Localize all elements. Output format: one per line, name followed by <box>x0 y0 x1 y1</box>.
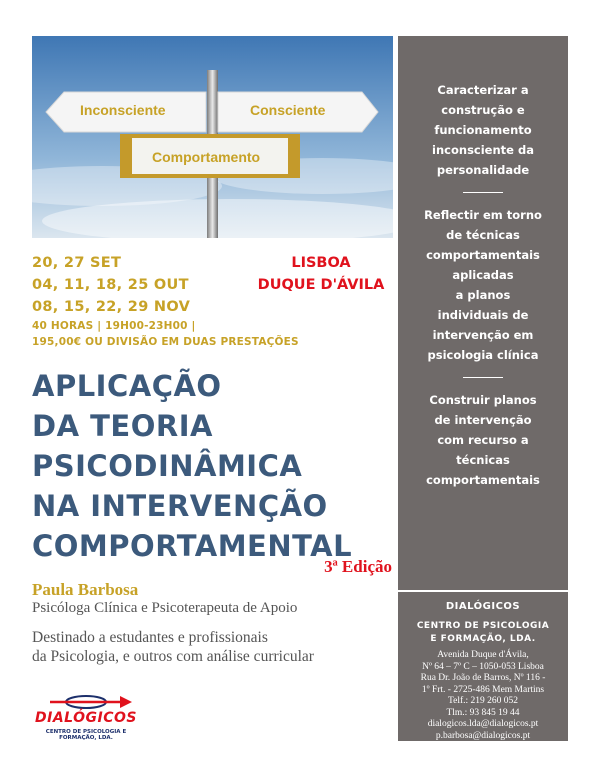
logo-arrow-icon <box>32 692 140 712</box>
hours-info: 40 HORAS | 19H00-23H00 | <box>32 320 196 332</box>
organizer-full-name: E FORMAÇÃO, LDA. <box>430 634 536 644</box>
objectives-panel <box>398 36 568 590</box>
header-photo <box>32 36 393 238</box>
dates-september: 20, 27 SET <box>32 255 122 271</box>
course-title-line: APLICAÇÃO <box>32 369 222 403</box>
organizer-address: Nº 64 – 7º C – 1050-053 Lisboa <box>422 661 544 672</box>
trainer-role: Psicóloga Clínica e Psicoterapeuta de Apoio <box>32 600 298 616</box>
organizer-address: 1º Frt. - 2725-486 Mem Martins <box>421 684 545 695</box>
trainer-email[interactable]: p.barbosa@dialogicos.pt <box>435 730 531 741</box>
course-title-line: NA INTERVENÇÃO <box>32 489 328 523</box>
course-title-line: DA TEORIA <box>32 409 213 443</box>
course-title <box>32 366 352 566</box>
location-venue: DUQUE D'ÁVILA <box>257 277 385 293</box>
organizer-name: DIALÓGICOS <box>445 601 521 612</box>
dates-november: 08, 15, 22, 29 NOV <box>32 299 191 315</box>
organizer-address: Avenida Duque d'Ávila, <box>437 650 529 660</box>
course-title-line: PSICODINÂMICA <box>32 449 303 483</box>
objective-separator <box>463 192 503 193</box>
organizer-mobile: Tlm.: 93 845 19 44 <box>446 707 520 718</box>
trainer-name: Paula Barbosa <box>32 580 139 599</box>
organizer-contact <box>398 592 568 741</box>
audience-line: Destinado a estudantes e profissionais <box>32 629 268 646</box>
logo-tagline: CENTRO DE PSICOLOGIA E FORMAÇÃO, LDA. <box>45 729 127 741</box>
organizer-full-name: CENTRO DE PSICOLOGIA <box>416 621 550 631</box>
sign-label-inconsciente: Inconsciente <box>80 102 166 118</box>
location-city: LISBOA <box>291 255 351 271</box>
course-title-line: COMPORTAMENTAL <box>32 529 353 563</box>
objective-3: Construir planos de intervenção com recurso a técnicas comportamentais <box>426 393 540 487</box>
edition-label: 3ª Edição <box>324 557 392 576</box>
sign-label-consciente: Consciente <box>250 102 326 118</box>
dates-october: 04, 11, 18, 25 OUT <box>32 277 189 293</box>
sign-label-comportamento: Comportamento <box>152 149 261 165</box>
signpost-illustration <box>32 36 393 238</box>
organizer-phone: Telf.: 219 260 052 <box>447 696 519 706</box>
price-info: 195,00€ OU DIVISÃO EM DUAS PRESTAÇÕES <box>32 336 299 348</box>
location <box>250 252 392 296</box>
target-audience <box>32 628 314 666</box>
organizer-email[interactable]: dialogicos.lda@dialogicos.pt <box>427 719 539 729</box>
objective-2: Reflectir em torno de técnicas comportamentais aplicadas a planos individuais de intervenção em psicologia clínica <box>424 208 542 362</box>
audience-line: da Psicologia, e outros com análise curricular <box>32 648 314 665</box>
objective-1: Caracterizar a construção e funcionamento inconsciente da personalidade <box>432 83 534 177</box>
objective-separator <box>463 377 503 378</box>
dialogicos-logo <box>32 692 140 742</box>
organizer-address: Rua Dr. João de Barros, Nº 116 - <box>420 673 546 683</box>
logo-name: DIALÓGICOS <box>35 710 137 726</box>
